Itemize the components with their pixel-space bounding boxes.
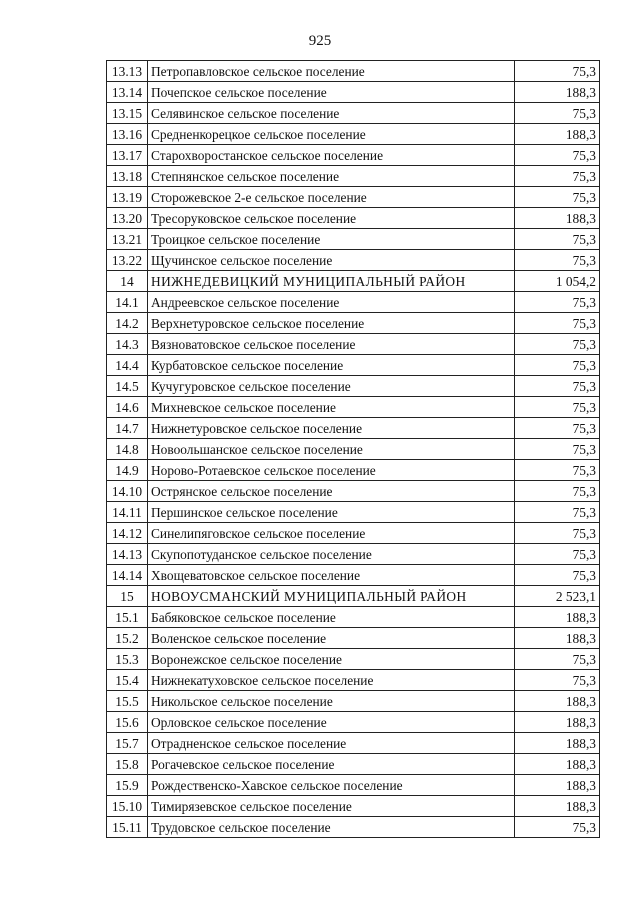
row-value: 188,3: [515, 796, 600, 817]
row-value: 75,3: [515, 376, 600, 397]
table-row: [107, 334, 600, 355]
row-name: Андреевское сельское поселение: [148, 292, 515, 313]
row-name: Средненкорецкое сельское поселение: [148, 124, 515, 145]
row-number: 15.7: [107, 733, 148, 754]
row-name: Рогачевское сельское поселение: [148, 754, 515, 775]
row-value: 75,3: [515, 397, 600, 418]
row-number: 14.3: [107, 334, 148, 355]
row-value: 188,3: [515, 775, 600, 796]
row-value: 75,3: [515, 250, 600, 271]
page-number: 925: [308, 33, 332, 49]
row-number: 14.10: [107, 481, 148, 502]
row-name: Рождественско-Хавское сельское поселение: [148, 775, 515, 796]
row-value: 75,3: [515, 523, 600, 544]
table-row: [107, 166, 600, 187]
table-row: [107, 229, 600, 250]
row-value: 75,3: [515, 439, 600, 460]
row-number: 14.2: [107, 313, 148, 334]
row-name: Воленское сельское поселение: [148, 628, 515, 649]
table-row: [107, 796, 600, 817]
table-row: [107, 712, 600, 733]
table-row: [107, 649, 600, 670]
table-row: [107, 313, 600, 334]
budget-table: [106, 60, 600, 838]
row-name: Норово-Ротаевское сельское поселение: [148, 460, 515, 481]
table-row: [107, 733, 600, 754]
row-value: 188,3: [515, 691, 600, 712]
row-value: 75,3: [515, 166, 600, 187]
row-number: 14.4: [107, 355, 148, 376]
row-name: Петропавловское сельское поселение: [148, 61, 515, 82]
row-name: Верхнетуровское сельское поселение: [148, 313, 515, 334]
row-number: 13.15: [107, 103, 148, 124]
table-row: [107, 817, 600, 838]
row-value: 188,3: [515, 712, 600, 733]
table-row: [107, 754, 600, 775]
row-name: Михневское сельское поселение: [148, 397, 515, 418]
row-number: 15.2: [107, 628, 148, 649]
row-name: Острянское сельское поселение: [148, 481, 515, 502]
row-number: 14.7: [107, 418, 148, 439]
row-value: 188,3: [515, 733, 600, 754]
row-name: Почепское сельское поселение: [148, 82, 515, 103]
row-number: 14.11: [107, 502, 148, 523]
row-name: Нижнетуровское сельское поселение: [148, 418, 515, 439]
table-row: [107, 670, 600, 691]
row-name: Орловское сельское поселение: [148, 712, 515, 733]
row-number: 15.5: [107, 691, 148, 712]
table-row: [107, 628, 600, 649]
row-number: 14.1: [107, 292, 148, 313]
row-name: Троицкое сельское поселение: [148, 229, 515, 250]
row-name: Нижнекатуховское сельское поселение: [148, 670, 515, 691]
table-row: [107, 460, 600, 481]
row-value: 188,3: [515, 82, 600, 103]
row-number: 13.14: [107, 82, 148, 103]
table-row: [107, 565, 600, 586]
row-name: Синелипяговское сельское поселение: [148, 523, 515, 544]
row-number: 14.8: [107, 439, 148, 460]
row-name: Тресоруковское сельское поселение: [148, 208, 515, 229]
district-row: [107, 271, 600, 292]
row-value: 188,3: [515, 208, 600, 229]
row-number: 15.4: [107, 670, 148, 691]
row-value: 75,3: [515, 481, 600, 502]
table-row: [107, 544, 600, 565]
row-value: 75,3: [515, 817, 600, 838]
table-row: [107, 418, 600, 439]
row-number: 13.16: [107, 124, 148, 145]
row-value: 188,3: [515, 754, 600, 775]
row-number: 13.13: [107, 61, 148, 82]
row-name: НОВОУСМАНСКИЙ МУНИЦИПАЛЬНЫЙ РАЙОН: [148, 586, 515, 607]
row-number: 14.14: [107, 565, 148, 586]
row-name: Хвощеватовское сельское поселение: [148, 565, 515, 586]
row-name: Старохворостанское сельское поселение: [148, 145, 515, 166]
row-name: Воронежское сельское поселение: [148, 649, 515, 670]
table-row: [107, 607, 600, 628]
row-number: 14.6: [107, 397, 148, 418]
table-row: [107, 208, 600, 229]
row-value: 188,3: [515, 124, 600, 145]
row-name: Першинское сельское поселение: [148, 502, 515, 523]
table-row: [107, 124, 600, 145]
table-row: [107, 250, 600, 271]
row-value: 75,3: [515, 229, 600, 250]
row-number: 15.6: [107, 712, 148, 733]
row-name: Тимирязевское сельское поселение: [148, 796, 515, 817]
row-number: 13.19: [107, 187, 148, 208]
row-name: Новоольшанское сельское поселение: [148, 439, 515, 460]
district-row: [107, 586, 600, 607]
table-row: [107, 355, 600, 376]
row-value: 75,3: [515, 313, 600, 334]
table-row: [107, 187, 600, 208]
row-name: Курбатовское сельское поселение: [148, 355, 515, 376]
row-value: 75,3: [515, 649, 600, 670]
row-number: 14: [107, 271, 148, 292]
row-name: Скупопотуданское сельское поселение: [148, 544, 515, 565]
row-name: Бабяковское сельское поселение: [148, 607, 515, 628]
table-body: [107, 61, 600, 838]
table-row: [107, 439, 600, 460]
table-row: [107, 502, 600, 523]
row-number: 15.9: [107, 775, 148, 796]
row-number: 14.5: [107, 376, 148, 397]
row-name: Вязноватовское сельское поселение: [148, 334, 515, 355]
row-number: 13.22: [107, 250, 148, 271]
row-name: НИЖНЕДЕВИЦКИЙ МУНИЦИПАЛЬНЫЙ РАЙОН: [148, 271, 515, 292]
row-number: 13.17: [107, 145, 148, 166]
row-value: 75,3: [515, 292, 600, 313]
row-name: Селявинское сельское поселение: [148, 103, 515, 124]
row-value: 75,3: [515, 460, 600, 481]
row-value: 2 523,1: [515, 586, 600, 607]
row-number: 15.3: [107, 649, 148, 670]
table-row: [107, 103, 600, 124]
row-number: 15.10: [107, 796, 148, 817]
row-value: 75,3: [515, 670, 600, 691]
row-value: 75,3: [515, 544, 600, 565]
table-row: [107, 397, 600, 418]
table-row: [107, 481, 600, 502]
table-row: [107, 691, 600, 712]
table-row: [107, 145, 600, 166]
row-value: 188,3: [515, 628, 600, 649]
table-row: [107, 523, 600, 544]
row-value: 75,3: [515, 145, 600, 166]
row-number: 14.12: [107, 523, 148, 544]
table-row: [107, 376, 600, 397]
row-number: 13.21: [107, 229, 148, 250]
row-number: 14.13: [107, 544, 148, 565]
row-number: 15.8: [107, 754, 148, 775]
row-value: 75,3: [515, 355, 600, 376]
table-row: [107, 82, 600, 103]
row-name: Кучугуровское сельское поселение: [148, 376, 515, 397]
row-name: Сторожевское 2-е сельское поселение: [148, 187, 515, 208]
table-row: [107, 61, 600, 82]
row-value: 75,3: [515, 334, 600, 355]
row-number: 13.18: [107, 166, 148, 187]
row-name: Трудовское сельское поселение: [148, 817, 515, 838]
row-name: Никольское сельское поселение: [148, 691, 515, 712]
row-value: 75,3: [515, 502, 600, 523]
row-number: 15.1: [107, 607, 148, 628]
row-value: 1 054,2: [515, 271, 600, 292]
row-value: 75,3: [515, 61, 600, 82]
row-value: 75,3: [515, 565, 600, 586]
table-row: [107, 292, 600, 313]
row-number: 15: [107, 586, 148, 607]
row-name: Отрадненское сельское поселение: [148, 733, 515, 754]
row-number: 15.11: [107, 817, 148, 838]
row-number: 13.20: [107, 208, 148, 229]
row-value: 75,3: [515, 103, 600, 124]
row-value: 188,3: [515, 607, 600, 628]
row-value: 75,3: [515, 418, 600, 439]
row-number: 14.9: [107, 460, 148, 481]
row-value: 75,3: [515, 187, 600, 208]
table-row: [107, 775, 600, 796]
row-name: Щучинское сельское поселение: [148, 250, 515, 271]
row-name: Степнянское сельское поселение: [148, 166, 515, 187]
